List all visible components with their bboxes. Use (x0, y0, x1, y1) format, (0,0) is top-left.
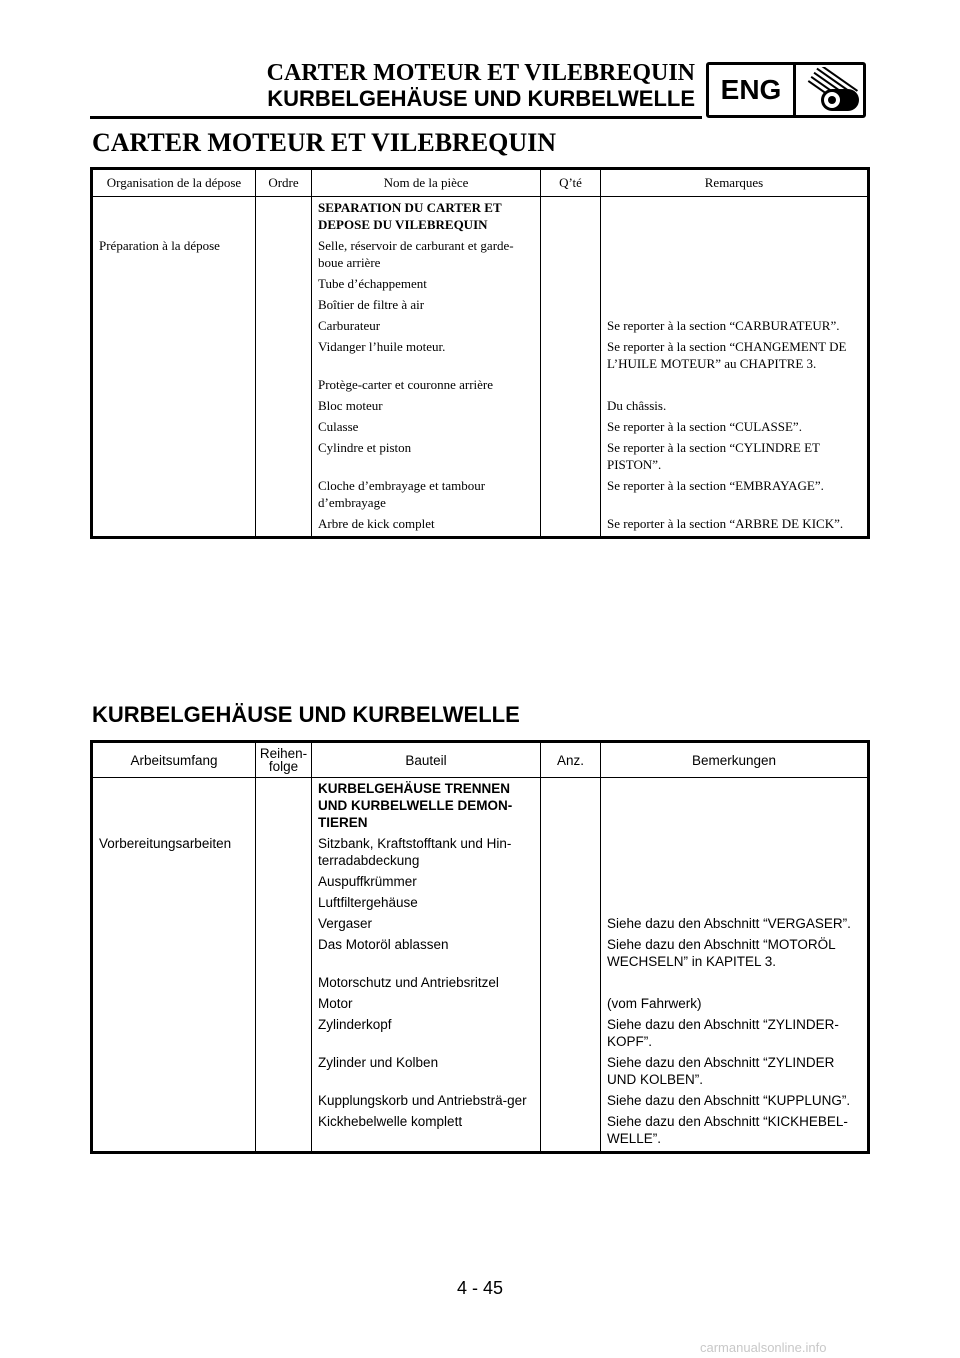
header-title-fr: CARTER MOTEUR ET VILEBREQUIN (266, 60, 695, 86)
cell-qty (541, 315, 601, 336)
cell-qty (541, 892, 601, 913)
cell-qty (541, 235, 601, 273)
cell-remarks (601, 374, 869, 395)
cell-job (92, 374, 256, 395)
cell-qty (541, 833, 601, 871)
cell-remarks: Se reporter à la section “EMBRAYAGE”. (601, 475, 869, 513)
cell-order (256, 892, 312, 913)
cell-job (92, 416, 256, 437)
cell-job (92, 892, 256, 913)
cell-qty (541, 374, 601, 395)
eng-badge (706, 62, 866, 118)
cell-order (256, 437, 312, 475)
cell-remarks: Siehe dazu den Abschnitt “ZYLINDER-KOPF”. (601, 1014, 869, 1052)
cell-remarks: (vom Fahrwerk) (601, 993, 869, 1014)
table-row (92, 913, 869, 934)
table-row (92, 778, 869, 834)
cell-qty (541, 513, 601, 538)
table-body (92, 778, 869, 1153)
cell-part: Auspuffkrümmer (312, 871, 541, 892)
cell-remarks (601, 833, 869, 871)
cell-qty (541, 778, 601, 834)
table-row (92, 374, 869, 395)
cell-job (92, 437, 256, 475)
cell-job (92, 993, 256, 1014)
cell-order (256, 1111, 312, 1153)
table-row (92, 395, 869, 416)
cell-qty (541, 993, 601, 1014)
table-row (92, 197, 869, 236)
cell-qty (541, 437, 601, 475)
cell-job (92, 1014, 256, 1052)
cell-remarks: Se reporter à la section “CYLINDRE ET PISTON”. (601, 437, 869, 475)
cell-qty (541, 197, 601, 236)
badge-label: ENG (709, 65, 796, 115)
cell-job (92, 1111, 256, 1153)
cell-part: Selle, réservoir de carburant et garde-boue arrière (312, 235, 541, 273)
cell-part: Zylinderkopf (312, 1014, 541, 1052)
col-header-qty: Anz. (541, 742, 601, 778)
cell-job (92, 1052, 256, 1090)
cell-part: KURBELGEHÄUSE TRENNEN UND KURBELWELLE DEMON-TIEREN (312, 778, 541, 834)
cell-job (92, 197, 256, 236)
cell-order (256, 273, 312, 294)
cell-order (256, 395, 312, 416)
cell-job (92, 871, 256, 892)
cell-qty (541, 1052, 601, 1090)
cell-qty (541, 1090, 601, 1111)
table-row (92, 315, 869, 336)
page-number: 4 - 45 (456, 1278, 504, 1298)
cell-order (256, 913, 312, 934)
cell-job (92, 972, 256, 993)
cell-remarks: Se reporter à la section “CULASSE”. (601, 416, 869, 437)
cell-part: Boîtier de filtre à air (312, 294, 541, 315)
cell-part: Kupplungskorb und Antriebsträ-ger (312, 1090, 541, 1111)
cell-part: Cylindre et piston (312, 437, 541, 475)
cell-order (256, 972, 312, 993)
col-header-qty: Q’té (541, 169, 601, 197)
disassembly-table-fr (90, 167, 870, 539)
cell-qty (541, 336, 601, 374)
cell-part: Tube d’échappement (312, 273, 541, 294)
cell-qty (541, 1111, 601, 1153)
col-header-job: Arbeitsumfang (92, 742, 256, 778)
cell-order (256, 336, 312, 374)
cell-remarks: Siehe dazu den Abschnitt “ZYLINDER UND KOLBEN”. (601, 1052, 869, 1090)
cell-remarks: Du châssis. (601, 395, 869, 416)
cell-order (256, 475, 312, 513)
table-row (92, 513, 869, 538)
cell-order (256, 374, 312, 395)
cell-remarks: Se reporter à la section “CHANGEMENT DE L’HUILE MOTEUR” au CHAPITRE 3. (601, 336, 869, 374)
table-row (92, 273, 869, 294)
cell-qty (541, 934, 601, 972)
cell-remarks (601, 235, 869, 273)
cell-part: Culasse (312, 416, 541, 437)
table-row (92, 1052, 869, 1090)
table-header-row (92, 742, 869, 778)
cell-qty (541, 395, 601, 416)
col-header-part: Nom de la pièce (312, 169, 541, 197)
cell-order (256, 1090, 312, 1111)
table-body (92, 197, 869, 538)
table-row (92, 934, 869, 972)
cell-remarks: Se reporter à la section “CARBURATEUR”. (601, 315, 869, 336)
table-row (92, 475, 869, 513)
cell-part: Sitzbank, Kraftstofftank und Hin-terradabdeckung (312, 833, 541, 871)
col-header-part: Bauteil (312, 742, 541, 778)
cell-job (92, 513, 256, 538)
table-row (92, 972, 869, 993)
cell-remarks: Siehe dazu den Abschnitt “MOTORÖL WECHSELN” in KAPITEL 3. (601, 934, 869, 972)
cell-part: Arbre de kick complet (312, 513, 541, 538)
cell-part: Das Motoröl ablassen (312, 934, 541, 972)
cell-remarks (601, 273, 869, 294)
cell-part: Luftfiltergehäuse (312, 892, 541, 913)
cell-qty (541, 416, 601, 437)
table-row (92, 294, 869, 315)
cell-part: Carburateur (312, 315, 541, 336)
disassembly-table-de (90, 740, 870, 1154)
cell-remarks: Se reporter à la section “ARBRE DE KICK”. (601, 513, 869, 538)
cell-part: Zylinder und Kolben (312, 1052, 541, 1090)
cell-job (92, 475, 256, 513)
cell-job: Vorbereitungsarbeiten (92, 833, 256, 871)
table-header-row (92, 169, 869, 197)
cell-order (256, 416, 312, 437)
table-row (92, 871, 869, 892)
cell-part: Vergaser (312, 913, 541, 934)
cell-remarks (601, 892, 869, 913)
cell-job (92, 395, 256, 416)
cell-job: Préparation à la dépose (92, 235, 256, 273)
cell-job (92, 778, 256, 834)
cell-remarks (601, 972, 869, 993)
cell-order (256, 315, 312, 336)
cell-order (256, 833, 312, 871)
cell-job (92, 934, 256, 972)
cell-remarks (601, 294, 869, 315)
table-row (92, 235, 869, 273)
col-header-order: Reihen-folge (256, 742, 312, 778)
cell-part: Motor (312, 993, 541, 1014)
table-row (92, 1014, 869, 1052)
cell-qty (541, 294, 601, 315)
col-header-remarks: Remarques (601, 169, 869, 197)
cell-qty (541, 871, 601, 892)
cell-job (92, 336, 256, 374)
cell-remarks (601, 197, 869, 236)
cell-part: Protège-carter et couronne arrière (312, 374, 541, 395)
table-row (92, 1090, 869, 1111)
cell-part: SEPARATION DU CARTER ET DEPOSE DU VILEBREQUIN (312, 197, 541, 236)
table-row (92, 1111, 869, 1153)
cell-qty (541, 972, 601, 993)
cell-remarks (601, 871, 869, 892)
cell-order (256, 1052, 312, 1090)
header-title-de: KURBELGEHÄUSE UND KURBELWELLE (267, 86, 695, 111)
cell-order (256, 197, 312, 236)
cell-part: Vidanger l’huile moteur. (312, 336, 541, 374)
cell-order (256, 235, 312, 273)
cell-qty (541, 273, 601, 294)
table-row (92, 336, 869, 374)
table-row (92, 437, 869, 475)
watermark: carmanualsonline.info (700, 1340, 827, 1355)
engine-crankshaft-icon (796, 65, 863, 115)
cell-job (92, 294, 256, 315)
cell-remarks: Siehe dazu den Abschnitt “VERGASER”. (601, 913, 869, 934)
table-row (92, 892, 869, 913)
cell-job (92, 273, 256, 294)
cell-part: Motorschutz und Antriebsritzel (312, 972, 541, 993)
cell-remarks (601, 778, 869, 834)
cell-remarks: Siehe dazu den Abschnitt “KUPPLUNG”. (601, 1090, 869, 1111)
cell-qty (541, 1014, 601, 1052)
cell-part: Kickhebelwelle komplett (312, 1111, 541, 1153)
table-row (92, 833, 869, 871)
cell-order (256, 513, 312, 538)
cell-order (256, 1014, 312, 1052)
section-title-de: KURBELGEHÄUSE UND KURBELWELLE (92, 702, 520, 727)
cell-job (92, 315, 256, 336)
cell-remarks: Siehe dazu den Abschnitt “KICKHEBEL-WELLE”. (601, 1111, 869, 1153)
cell-order (256, 993, 312, 1014)
section-title-fr: CARTER MOTEUR ET VILEBREQUIN (92, 128, 557, 157)
col-header-remarks: Bemerkungen (601, 742, 869, 778)
col-header-order: Ordre (256, 169, 312, 197)
table-row (92, 993, 869, 1014)
cell-part: Bloc moteur (312, 395, 541, 416)
cell-order (256, 871, 312, 892)
cell-qty (541, 475, 601, 513)
cell-qty (541, 913, 601, 934)
cell-order (256, 934, 312, 972)
header-rule (90, 116, 702, 119)
col-header-job: Organisation de la dépose (92, 169, 256, 197)
cell-order (256, 778, 312, 834)
cell-job (92, 913, 256, 934)
cell-job (92, 1090, 256, 1111)
cell-part: Cloche d’embrayage et tambour d’embrayage (312, 475, 541, 513)
table-row (92, 416, 869, 437)
cell-order (256, 294, 312, 315)
